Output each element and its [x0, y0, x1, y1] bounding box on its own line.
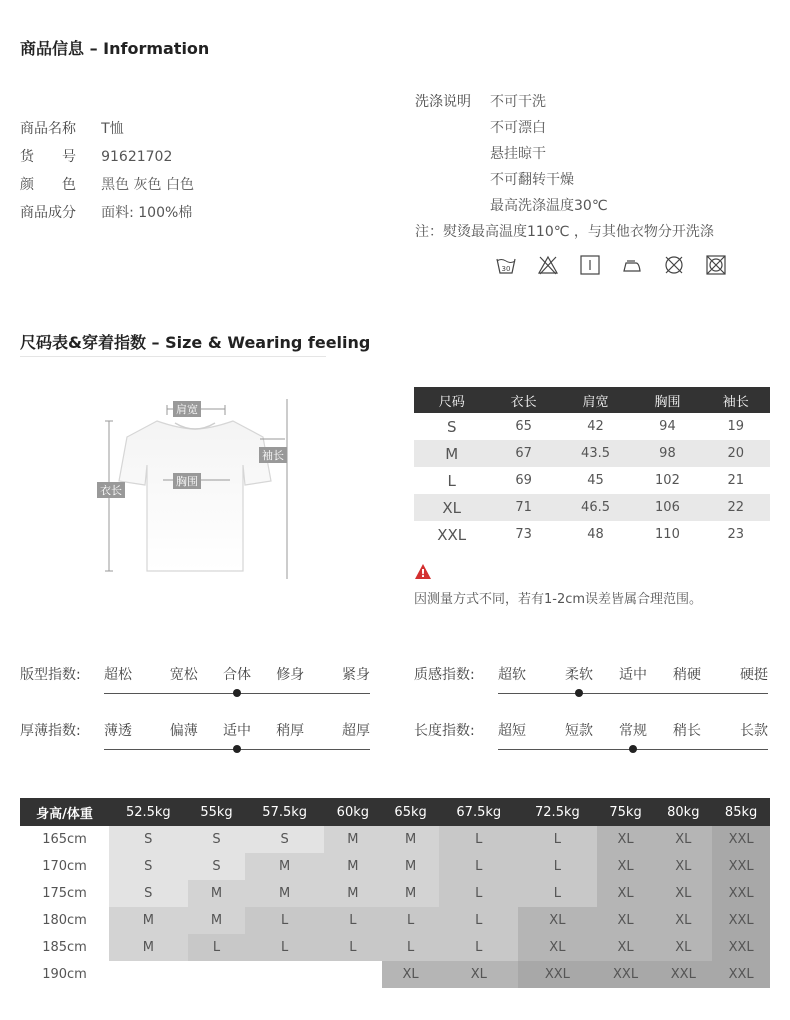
size-cell: 102: [655, 473, 680, 488]
recommended-size-cell: M: [109, 907, 188, 934]
index-marker: [233, 745, 241, 753]
recommended-size-cell: XL: [597, 880, 655, 907]
recommended-size-cell: XXL: [518, 961, 597, 988]
recommend-row: [20, 961, 770, 988]
info-heading: 商品信息 – Information: [20, 39, 210, 58]
recommended-size-cell: XXL: [654, 961, 712, 988]
no-dry-clean-icon: [663, 254, 685, 276]
hang-dry-icon: [579, 254, 601, 276]
recommended-size-cell: XL: [597, 826, 655, 853]
index-label: 长度指数:: [414, 723, 475, 739]
size-cell: 19: [727, 419, 745, 434]
index-marker: [629, 745, 637, 753]
recommended-size-cell: S: [188, 853, 246, 880]
info-row: [20, 118, 194, 146]
care-item: 不可漂白: [490, 120, 546, 136]
index-option: 偏薄: [169, 723, 198, 739]
recommended-size-cell: M: [324, 826, 382, 853]
recommended-size-cell: L: [382, 907, 440, 934]
size-cell: 45: [587, 473, 604, 488]
index-option: 适中: [619, 667, 647, 683]
recommended-size-cell: M: [245, 880, 324, 907]
recommended-size-cell: XL: [597, 907, 655, 934]
index-option: 稍厚: [276, 723, 305, 739]
recommended-size-cell: XXL: [712, 961, 770, 988]
index-option: 硬挺: [740, 667, 768, 683]
recommended-size-cell: M: [188, 907, 246, 934]
index-option: 稍硬: [673, 667, 701, 683]
recommended-size-cell: M: [245, 853, 324, 880]
info-label: 商品成分: [20, 205, 76, 221]
shoulder-label: 肩宽: [173, 401, 201, 417]
recommended-size-cell: L: [439, 907, 518, 934]
length-label: 衣长: [97, 482, 125, 498]
height-label: 180cm: [20, 907, 109, 934]
size-cell: 65: [515, 419, 532, 434]
height-label: 170cm: [20, 853, 109, 880]
chest-label: 胸围: [173, 473, 201, 489]
recommend-row: [20, 880, 770, 907]
recommended-size-cell: XL: [654, 907, 712, 934]
size-table-row: [414, 440, 770, 467]
recommended-size-cell: M: [382, 880, 440, 907]
weight-col: 75kg: [597, 798, 655, 826]
info-row: [20, 174, 194, 202]
info-row: [20, 146, 194, 174]
weight-col: 60kg: [324, 798, 382, 826]
recommended-size-cell: M: [324, 853, 382, 880]
index-option: 稍长: [673, 723, 701, 739]
care-item: 不可干洗: [490, 94, 546, 110]
size-cell: 71: [489, 494, 557, 521]
index-marker: [233, 689, 241, 697]
recommended-size-cell: M: [382, 826, 440, 853]
size-table-row: [414, 413, 770, 440]
height-label: 185cm: [20, 934, 109, 961]
size-cell: 67: [489, 440, 557, 467]
recommended-size-cell: L: [439, 826, 518, 853]
recommended-size-cell: L: [439, 880, 518, 907]
recommended-size-cell: L: [518, 826, 597, 853]
index-label: 版型指数:: [20, 667, 81, 683]
height-label: 175cm: [20, 880, 109, 907]
size-table-col: 袖长: [702, 387, 770, 413]
recommend-row: [20, 934, 770, 961]
size-cell: 110: [655, 527, 680, 542]
svg-text:30: 30: [501, 265, 511, 273]
size-cell: 69: [515, 473, 532, 488]
size-recommendation-grid: [20, 798, 770, 988]
recommended-size-cell: XXL: [597, 961, 655, 988]
weight-col: 80kg: [654, 798, 712, 826]
recommended-size-cell: [245, 961, 324, 988]
index-option: 常规: [619, 723, 647, 739]
recommended-size-cell: L: [245, 907, 324, 934]
recommended-size-cell: L: [382, 934, 440, 961]
info-row: [20, 202, 194, 230]
size-cell: 21: [727, 473, 745, 488]
recommended-size-cell: XXL: [712, 907, 770, 934]
weight-col: 65kg: [382, 798, 440, 826]
recommended-size-cell: XL: [597, 934, 655, 961]
sleeve-label: 袖长: [259, 447, 287, 463]
recommend-row: [20, 853, 770, 880]
size-cell: 106: [633, 494, 701, 521]
recommended-size-cell: XL: [518, 907, 597, 934]
size-cell: 46.5: [558, 494, 634, 521]
info-label: 货 号: [20, 149, 76, 165]
size-heading: 尺码表&穿着指数 – Size & Wearing feeling: [20, 333, 371, 352]
recommended-size-cell: L: [518, 853, 597, 880]
recommended-size-cell: XL: [654, 934, 712, 961]
index-option: 短款: [565, 723, 593, 739]
info-value: T恤: [101, 121, 124, 137]
recommended-size-cell: S: [109, 826, 188, 853]
size-cell: 42: [587, 419, 604, 434]
height-label: 190cm: [20, 961, 109, 988]
recommended-size-cell: XXL: [712, 853, 770, 880]
recommended-size-cell: XL: [439, 961, 518, 988]
heading-underline: [20, 356, 326, 357]
index-option: 修身: [276, 667, 305, 683]
index-option: 薄透: [104, 723, 132, 739]
size-table-col: 衣长: [489, 387, 557, 413]
recommended-size-cell: M: [188, 880, 246, 907]
recommended-size-cell: XL: [597, 853, 655, 880]
info-value: 黑色 灰色 白色: [101, 177, 194, 193]
size-cell: L: [447, 471, 456, 490]
height-label: 165cm: [20, 826, 109, 853]
info-list: [20, 118, 194, 230]
recommended-size-cell: XXL: [712, 826, 770, 853]
no-bleach-icon: [537, 254, 559, 276]
size-table-header: [414, 387, 770, 413]
recommended-size-cell: XL: [654, 853, 712, 880]
recommended-size-cell: [188, 961, 246, 988]
size-cell: 23: [727, 527, 745, 542]
care-label: 洗涤说明: [415, 94, 471, 110]
recommended-size-cell: M: [109, 934, 188, 961]
measurement-note: 因测量方式不同，若有1-2cm误差皆属合理范围。: [414, 592, 703, 607]
info-value: 91621702: [101, 149, 173, 165]
tshirt-diagram: [95, 385, 295, 580]
recommend-row: [20, 907, 770, 934]
no-tumble-dry-icon: [705, 254, 727, 276]
recommended-size-cell: S: [188, 826, 246, 853]
weight-col: 72.5kg: [518, 798, 597, 826]
size-cell: XXL: [437, 525, 467, 544]
info-label: 颜 色: [20, 177, 76, 193]
size-table-col: 尺码: [414, 387, 489, 413]
recommended-size-cell: XL: [654, 880, 712, 907]
weight-col: 67.5kg: [439, 798, 518, 826]
size-table-col: 肩宽: [558, 387, 634, 413]
size-cell: XL: [414, 494, 489, 521]
info-value: 面料: 100%棉: [101, 205, 193, 221]
index-option: 超短: [498, 723, 526, 739]
care-list: [490, 91, 608, 221]
recommended-size-cell: L: [188, 934, 246, 961]
index-marker: [575, 689, 583, 697]
recommended-size-cell: XL: [518, 934, 597, 961]
size-cell: 20: [702, 440, 770, 467]
recommended-size-cell: XXL: [712, 880, 770, 907]
recommended-size-cell: XL: [382, 961, 440, 988]
index-option: 合体: [222, 667, 251, 683]
size-table-col: 胸围: [633, 387, 701, 413]
weight-col: 57.5kg: [245, 798, 324, 826]
size-cell: 43.5: [558, 440, 634, 467]
size-cell: 48: [587, 527, 604, 542]
recommended-size-cell: S: [109, 880, 188, 907]
recommended-size-cell: L: [324, 907, 382, 934]
recommended-size-cell: L: [518, 880, 597, 907]
index-option: 适中: [222, 723, 251, 739]
index-label: 质感指数:: [414, 667, 475, 683]
recommended-size-cell: S: [245, 826, 324, 853]
recommended-size-cell: M: [324, 880, 382, 907]
wash-30-icon: [495, 254, 517, 276]
recommend-header-row: [20, 798, 770, 826]
size-table: [414, 387, 770, 548]
index-option: 宽松: [169, 667, 198, 683]
size-table-row: [414, 521, 770, 548]
size-cell: 73: [515, 527, 532, 542]
size-cell: M: [414, 440, 489, 467]
size-table-row: [414, 494, 770, 521]
recommended-size-cell: L: [439, 853, 518, 880]
recommend-row: [20, 826, 770, 853]
recommended-size-cell: L: [324, 934, 382, 961]
index-option: 紧身: [341, 667, 370, 683]
size-table-row: [414, 467, 770, 494]
recommended-size-cell: S: [109, 853, 188, 880]
warning-icon: [414, 563, 432, 581]
care-item: 悬挂晾干: [490, 146, 546, 162]
svg-text:!: !: [420, 567, 426, 580]
recommend-corner: 身高/体重: [20, 798, 109, 826]
care-icons: [495, 254, 727, 276]
recommended-size-cell: [109, 961, 188, 988]
index-option: 柔软: [565, 667, 593, 683]
care-note: 注：熨烫最高温度110℃ ，与其他衣物分开洗涤: [415, 224, 714, 240]
index-option: 超厚: [341, 723, 370, 739]
info-label: 商品名称: [20, 121, 76, 137]
recommended-size-cell: L: [245, 934, 324, 961]
weight-col: 55kg: [188, 798, 246, 826]
recommended-size-cell: XL: [654, 826, 712, 853]
index-option: 超松: [104, 667, 132, 683]
index-option: 超软: [498, 667, 526, 683]
recommended-size-cell: M: [382, 853, 440, 880]
weight-col: 52.5kg: [109, 798, 188, 826]
weight-col: 85kg: [712, 798, 770, 826]
index-option: 长款: [740, 723, 768, 739]
care-item: 最高洗涤温度30℃: [490, 198, 608, 214]
size-cell: 22: [702, 494, 770, 521]
recommended-size-cell: [324, 961, 382, 988]
care-item: 不可翻转干燥: [490, 172, 574, 188]
recommended-size-cell: L: [439, 934, 518, 961]
size-cell: 94: [659, 419, 676, 434]
index-track: [498, 693, 768, 694]
recommended-size-cell: XXL: [712, 934, 770, 961]
iron-icon: [621, 254, 643, 276]
size-cell: S: [446, 417, 457, 436]
size-cell: 98: [633, 440, 701, 467]
index-label: 厚薄指数:: [20, 723, 81, 739]
